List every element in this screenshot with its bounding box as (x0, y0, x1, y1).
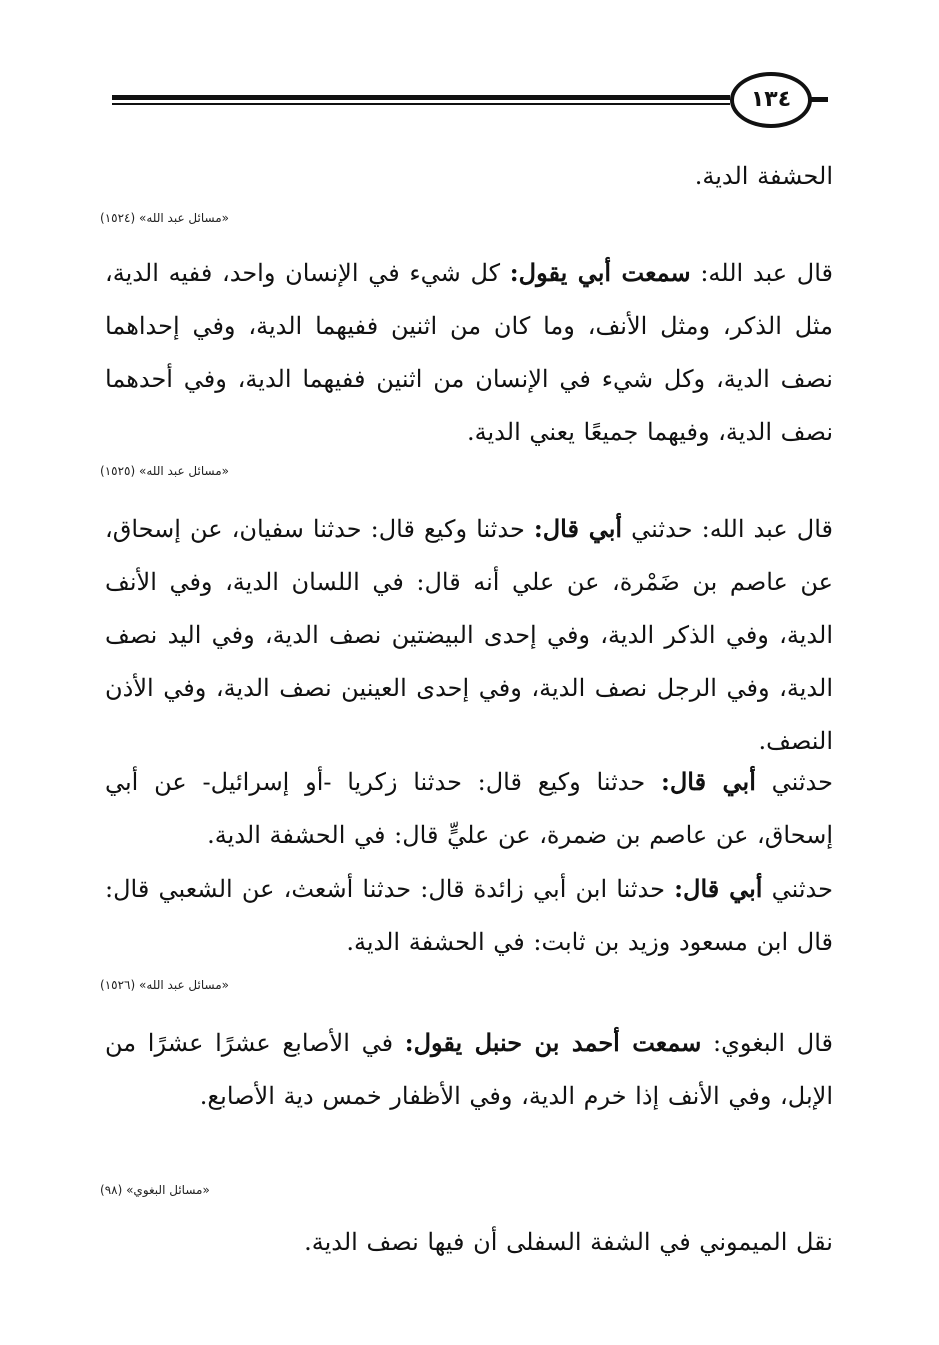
source-citation (100, 209, 540, 227)
page-number-tail (810, 97, 828, 102)
paragraph (105, 1216, 833, 1269)
header-rule-thick (112, 95, 730, 100)
page-number: ١٣٤ (750, 87, 792, 112)
header-rule-thin (112, 103, 730, 105)
paragraph-text: نقل الميموني في الشفة السفلى أن فيها نصف الدية. (304, 1228, 833, 1256)
source-citation (100, 976, 540, 994)
paragraph-continuation (105, 150, 833, 203)
paragraph-text: الحشفة الدية. (694, 162, 833, 190)
paragraph-prefix: قال البغوي: (701, 1029, 833, 1057)
paragraph (105, 755, 833, 862)
paragraph-prefix: حدثني (762, 875, 833, 903)
page-number-ornament (722, 72, 830, 128)
source-text: (١٥٢٥) «مسائل عبد الله» (100, 464, 229, 478)
paragraph (105, 502, 833, 768)
paragraph-prefix: قال عبد الله: (690, 259, 833, 287)
paragraph-bold: أبي قال: (660, 767, 756, 796)
paragraph (105, 246, 833, 459)
paragraph (105, 1016, 833, 1123)
paragraph-bold: أبي قال: (674, 874, 763, 903)
page-number-circle (730, 72, 812, 128)
source-citation (100, 462, 540, 480)
paragraph-text: كل شيء في الإنسان واحد، ففيه الدية، مثل الذكر، ومثل الأنف، وما كان من اثنين ففيهما الدية، وفي إحداهما نصف الدية، وكل شيء في الإنسان من اثنين ففيهما الدية، وفي أحدهما نصف الدية، وفيهما جميعًا يعني الدية. (105, 259, 833, 446)
paragraph-prefix: قال عبد الله: حدثني (622, 515, 834, 543)
source-text: (١٥٢٤) «مسائل عبد الله» (100, 211, 229, 225)
header-rule (112, 92, 730, 106)
paragraph-bold: سمعت أبي يقول: (509, 258, 691, 287)
paragraph (105, 862, 833, 969)
source-text: (١٥٢٦) «مسائل عبد الله» (100, 978, 229, 992)
paragraph-text: حدثنا ابن أبي زائدة قال: حدثنا أشعث، عن الشعبي قال: قال ابن مسعود وزيد بن ثابت: في الحشفة الدية. (105, 875, 833, 956)
paragraph-text: حدثنا وكيع قال: حدثنا سفيان، عن إسحاق، عن عاصم بن ضَمْرة، عن علي أنه قال: في اللسان الدية، وفي الأنف الدية، وفي الذكر الدية، وفي إحدى البيضتين نصف الدية، وفي اليد نصف الدية، وفي الرجل نصف الدية، وفي إحدى العينين نصف الدية، وفي الأذن النصف. (105, 515, 833, 755)
paragraph-bold: أبي قال: (533, 514, 623, 543)
paragraph-text: حدثنا وكيع قال: حدثنا زكريا -أو إسرائيل- عن أبي إسحاق، عن عاصم بن ضمرة، عن عليٍّ قال: في الحشفة الدية. (105, 768, 833, 849)
source-text: (٩٨) «مسائل البغوي» (100, 1183, 210, 1197)
paragraph-bold: سمعت أحمد بن حنبل يقول: (404, 1028, 702, 1057)
paragraph-text: في الأصابع عشرًا عشرًا من الإبل، وفي الأنف إذا خرم الدية، وفي الأظفار خمس دية الأصابع. (105, 1029, 833, 1110)
source-citation (100, 1181, 540, 1199)
paragraph-prefix: حدثني (755, 768, 833, 796)
